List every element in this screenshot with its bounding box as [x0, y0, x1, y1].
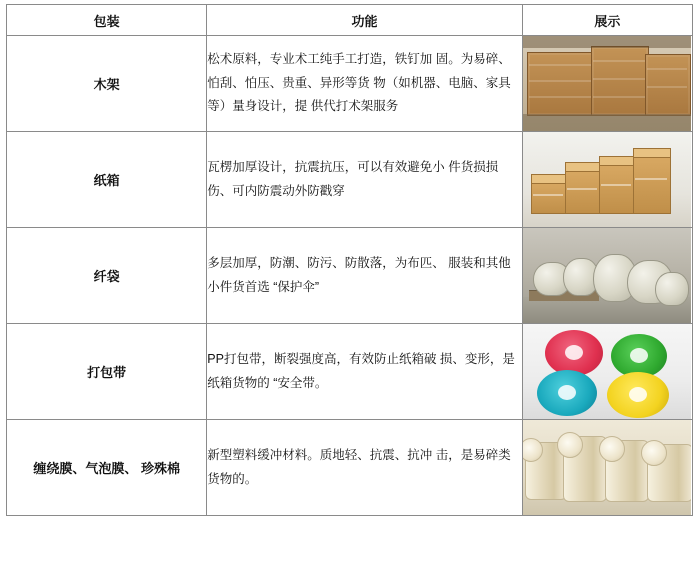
- cell-display-image: [522, 132, 692, 228]
- cell-packaging-name: 木架: [7, 36, 207, 132]
- cell-packaging-name: 缠绕膜、气泡膜、 珍殊棉: [7, 420, 207, 516]
- table-header-row: [7, 5, 693, 36]
- cell-function-description: 松术原料，专业术工纯手工打造，铁钉加 固。为易碎、怕刮、怕压、贵重、异形等货 物（如机器、电脑、家具等）量身设计，提 供代打术架服务: [207, 36, 522, 132]
- woven-bags-photo: [523, 228, 691, 323]
- cell-function-description: 多层加厚，防潮、防污、防散落，为布匹、 服装和其他小件货首选 “保护伞”: [207, 228, 522, 324]
- cell-packaging-name: 纸箱: [7, 132, 207, 228]
- table-row: [7, 420, 693, 516]
- cell-packaging-name: 纤袋: [7, 228, 207, 324]
- cell-function-description: 瓦楞加厚设计，抗震抗压，可以有效避免小 件货损损伤、可内防震动外防戳穿: [207, 132, 522, 228]
- cell-display-image: [522, 228, 692, 324]
- cell-packaging-name: 打包带: [7, 324, 207, 420]
- cell-function-description: 新型塑料缓冲材料。质地轻、抗震、抗冲 击，是易碎类货物的。: [207, 420, 522, 516]
- table-row: [7, 132, 693, 228]
- strapping-rolls-photo: [523, 324, 691, 419]
- wooden-crates-photo: [523, 36, 691, 131]
- cell-function-description: PP打包带，断裂强度高，有效防止纸箱破 损、变形，是纸箱货物的 “安全带。: [207, 324, 522, 420]
- header-display: 展示: [522, 5, 692, 36]
- table-row: [7, 36, 693, 132]
- packaging-table: [6, 4, 693, 516]
- cell-display-image: [522, 420, 692, 516]
- cell-display-image: [522, 36, 692, 132]
- cardboard-cartons-photo: [523, 132, 691, 227]
- table-row: [7, 324, 693, 420]
- header-packaging: 包装: [7, 5, 207, 36]
- header-function: 功能: [207, 5, 522, 36]
- table-row: [7, 228, 693, 324]
- stretch-film-rolls-photo: [523, 420, 691, 515]
- cell-display-image: [522, 324, 692, 420]
